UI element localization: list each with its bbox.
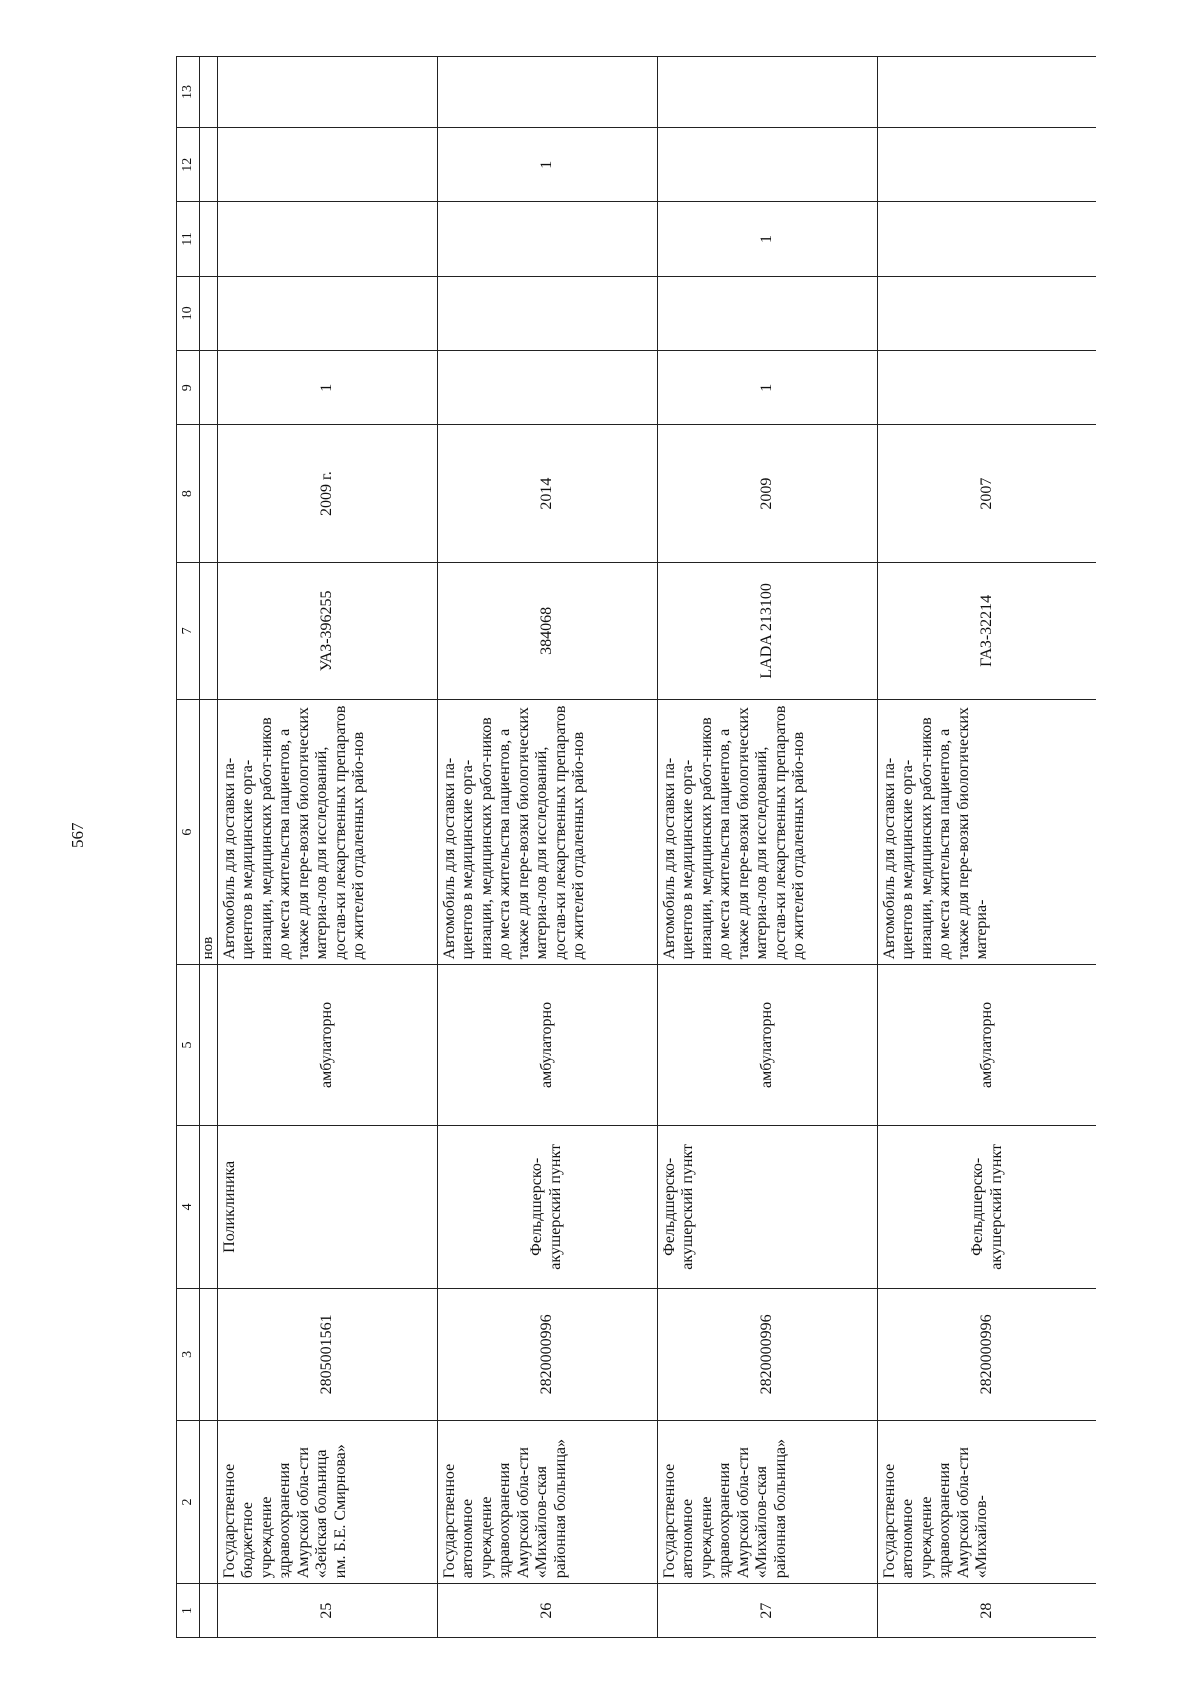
continuation-row bbox=[200, 57, 218, 1638]
unit-cell: Фельдшерско-акушерский пункт bbox=[877, 1125, 1096, 1289]
count-cell-10 bbox=[437, 276, 657, 350]
row-number: 26 bbox=[437, 1584, 657, 1638]
count-cell-11 bbox=[437, 202, 657, 276]
column-number: 5 bbox=[177, 965, 200, 1125]
table-row bbox=[437, 57, 657, 1638]
mode-cell: амбулаторно bbox=[657, 965, 877, 1125]
model-cell: ГАЗ-32214 bbox=[877, 562, 1096, 699]
column-number: 7 bbox=[177, 562, 200, 699]
row-number: 28 bbox=[877, 1584, 1096, 1638]
column-number: 6 bbox=[177, 699, 200, 964]
count-cell-12 bbox=[217, 128, 437, 202]
continuation-text: нов bbox=[200, 699, 218, 964]
count-cell-9 bbox=[437, 351, 657, 425]
rotated-table bbox=[176, 56, 1096, 1638]
year-cell: 2007 bbox=[877, 425, 1096, 562]
year-cell: 2009 bbox=[657, 425, 877, 562]
row-number: 25 bbox=[217, 1584, 437, 1638]
model-cell: 384068 bbox=[437, 562, 657, 699]
count-cell-12 bbox=[657, 128, 877, 202]
count-cell-11: 1 bbox=[657, 202, 877, 276]
count-cell-9: 1 bbox=[657, 351, 877, 425]
count-cell-10 bbox=[877, 276, 1096, 350]
count-cell-9 bbox=[877, 351, 1096, 425]
row-number: 27 bbox=[657, 1584, 877, 1638]
column-number: 4 bbox=[177, 1125, 200, 1289]
vehicle-table bbox=[176, 56, 1096, 1638]
column-number: 11 bbox=[177, 202, 200, 276]
column-number: 12 bbox=[177, 128, 200, 202]
mode-cell: амбулаторно bbox=[437, 965, 657, 1125]
column-number: 3 bbox=[177, 1289, 200, 1421]
table-row bbox=[877, 57, 1096, 1638]
unit-cell: Поликлиника bbox=[217, 1125, 437, 1289]
code-cell: 2805001561 bbox=[217, 1289, 437, 1421]
mode-cell: амбулаторно bbox=[877, 965, 1096, 1125]
page-number: 567 bbox=[68, 822, 87, 848]
count-cell-9: 1 bbox=[217, 351, 437, 425]
count-cell-13 bbox=[217, 57, 437, 128]
column-number: 8 bbox=[177, 425, 200, 562]
purpose-cell: Автомобиль для доставки па-циентов в медицинские орга-низации, медицинских работ-ников до места жительства пациентов, а также для пере-возки биологических материа-лов для исследований, достав-ки лекарственных препаратов до жителей отдаленных райо-нов bbox=[217, 699, 437, 964]
code-cell: 2820000996 bbox=[877, 1289, 1096, 1421]
column-number: 13 bbox=[177, 57, 200, 128]
column-number: 1 bbox=[177, 1584, 200, 1638]
column-number: 10 bbox=[177, 276, 200, 350]
model-cell: LADA 213100 bbox=[657, 562, 877, 699]
count-cell-13 bbox=[877, 57, 1096, 128]
column-number-row bbox=[177, 57, 200, 1638]
count-cell-11 bbox=[217, 202, 437, 276]
unit-cell: Фельдшерско-акушерский пункт bbox=[437, 1125, 657, 1289]
count-cell-10 bbox=[217, 276, 437, 350]
column-number: 2 bbox=[177, 1420, 200, 1584]
purpose-cell: Автомобиль для доставки па-циентов в медицинские орга-низации, медицинских работ-ников до места жительства пациентов, а также для пере-возки биологических материа-лов для исследований, достав-ки лекарственных препаратов до жителей отдаленных райо-нов bbox=[437, 699, 657, 964]
count-cell-12: 1 bbox=[437, 128, 657, 202]
code-cell: 2820000996 bbox=[437, 1289, 657, 1421]
count-cell-11 bbox=[877, 202, 1096, 276]
count-cell-10 bbox=[657, 276, 877, 350]
institution-cell: Государственное автономное учреждение здравоохранения Амурской обла-сти «Михайлов-ская районная больница» bbox=[437, 1420, 657, 1584]
institution-cell: Государственное бюджетное учреждение здравоохранения Амурской обла-сти «Зейская больница им. Б.Е. Смирнова» bbox=[217, 1420, 437, 1584]
mode-cell: амбулаторно bbox=[217, 965, 437, 1125]
purpose-cell: Автомобиль для доставки па-циентов в медицинские орга-низации, медицинских работ-ников до места жительства пациентов, а также для пере-возки биологических материа-лов для исследований, достав-ки лекарственных препаратов до жителей отдаленных райо-нов bbox=[657, 699, 877, 964]
year-cell: 2014 bbox=[437, 425, 657, 562]
purpose-cell: Автомобиль для доставки па-циентов в медицинские орга-низации, медицинских работ-ников до места жительства пациентов, а также для пере-возки биологических материа- bbox=[877, 699, 1096, 964]
table-frame bbox=[176, 56, 1096, 1638]
table-row bbox=[217, 57, 437, 1638]
column-number: 9 bbox=[177, 351, 200, 425]
institution-cell: Государственное автономное учреждение здравоохранения Амурской обла-сти «Михайлов- bbox=[877, 1420, 1096, 1584]
unit-cell: Фельдшерско-акушерский пункт bbox=[657, 1125, 877, 1289]
institution-cell: Государственное автономное учреждение здравоохранения Амурской обла-сти «Михайлов-ская районная больница» bbox=[657, 1420, 877, 1584]
table-row bbox=[657, 57, 877, 1638]
count-cell-12 bbox=[877, 128, 1096, 202]
count-cell-13 bbox=[657, 57, 877, 128]
model-cell: УАЗ-396255 bbox=[217, 562, 437, 699]
year-cell: 2009 г. bbox=[217, 425, 437, 562]
count-cell-13 bbox=[437, 57, 657, 128]
code-cell: 2820000996 bbox=[657, 1289, 877, 1421]
